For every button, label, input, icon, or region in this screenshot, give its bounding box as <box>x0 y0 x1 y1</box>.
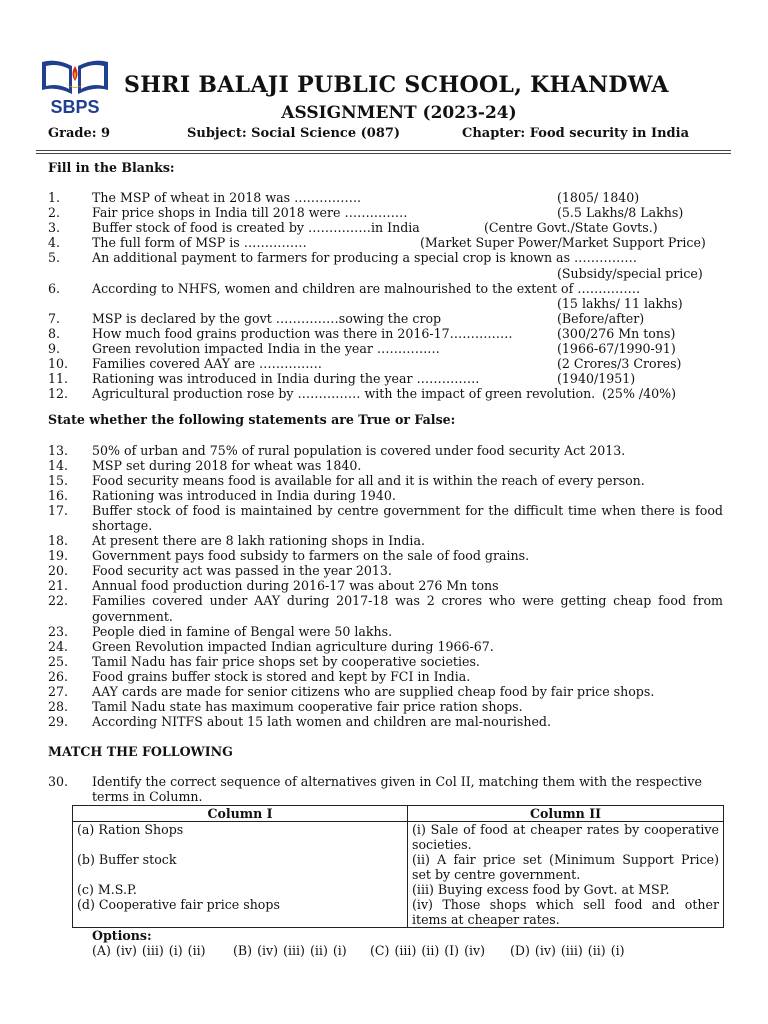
item-number: 16. <box>48 487 69 503</box>
item-text: MSP set during 2018 for wheat was 1840. <box>92 457 362 473</box>
school-name: SHRI BALAJI PUBLIC SCHOOL, KHANDWA <box>124 72 669 98</box>
column-1-item: (b) Buffer stock <box>77 851 177 867</box>
fill-blank-item <box>48 356 723 371</box>
item-answer-choices: (Before/after) <box>557 310 645 326</box>
item-text: AAY cards are made for senior citizens who are supplied cheap food by fair price shops. <box>92 684 655 699</box>
fill-blank-item <box>48 326 723 341</box>
column-1-cell <box>73 821 408 928</box>
item-answer-choices: (1966-67/1990-91) <box>557 341 676 357</box>
true-false-item <box>48 488 723 503</box>
item-text: Green revolution impacted India in the year …………… <box>92 341 440 357</box>
item-number: 9. <box>48 341 61 357</box>
item-text: MSP is declared by the govt ……………sowing the crop <box>92 310 442 326</box>
item-answer-choices: (5.5 Lakhs/8 Lakhs) <box>557 205 684 221</box>
item-number: 20. <box>48 563 69 579</box>
item-text: Food security means food is available for all and it is within the reach of every person. <box>92 472 645 488</box>
true-false-item <box>48 473 723 488</box>
item-answer-choices: (15 lakhs/ 11 lakhs) <box>557 295 683 311</box>
chapter-value: Food security in India <box>529 126 689 141</box>
column-2-item: (i) Sale of food at cheaper rates by cooperative societies. <box>412 821 719 852</box>
match-heading: MATCH THE FOLLOWING <box>48 744 233 760</box>
true-false-list <box>48 443 723 730</box>
item-answer-choices: (2 Crores/3 Crores) <box>557 356 682 372</box>
item-text: Annual food production during 2016-17 was about 276 Mn tons <box>92 578 499 594</box>
item-text: Agricultural production rose by …………… with the impact of green revolution. <box>92 386 596 402</box>
item-answer-choices: (Market Super Power/Market Support Price) <box>420 235 706 251</box>
column-2-header: Column II <box>408 805 724 821</box>
item-text: Food security act was passed in the year 2013. <box>92 563 392 579</box>
question-number: 30. <box>48 774 69 790</box>
true-false-item <box>48 669 723 684</box>
header-divider <box>36 150 731 151</box>
column-1-item: (a) Ration Shops <box>77 821 184 837</box>
grade-label: Grade: 9 <box>48 126 111 141</box>
item-number: 13. <box>48 442 69 458</box>
item-number: 23. <box>48 623 69 639</box>
column-1-item: (d) Cooperative fair price shops <box>77 897 280 913</box>
item-number: 2. <box>48 205 61 221</box>
chapter-label-prefix: Chapter: <box>462 126 526 141</box>
assignment-body <box>48 160 723 959</box>
option-d: (D) (iv) (iii) (ii) (i) <box>510 943 625 959</box>
true-false-item <box>48 639 723 654</box>
item-text: The full form of MSP is …………… <box>92 235 307 251</box>
item-number: 15. <box>48 472 69 488</box>
options-line <box>92 943 723 958</box>
item-answer-choices: (300/276 Mn tons) <box>557 325 676 341</box>
fill-blank-item <box>48 281 723 296</box>
question-text: Identify the correct sequence of alternatives given in Col II, matching them with the respective terms in Column. <box>92 774 702 805</box>
item-number: 3. <box>48 220 61 236</box>
item-number: 21. <box>48 578 69 594</box>
option-a: (A) (iv) (iii) (i) (ii) <box>92 943 206 959</box>
item-number: 7. <box>48 310 61 326</box>
option-b: (B) (iv) (iii) (ii) (i) <box>233 943 347 959</box>
item-text: According NITFS about 15 lath women and children are mal-nourished. <box>92 714 551 730</box>
item-text: 50% of urban and 75% of rural population is covered under food security Act 2013. <box>92 442 626 458</box>
options-label: Options: <box>92 928 152 944</box>
item-answer-choices: (Subsidy/special price) <box>557 265 703 281</box>
item-text: How much food grains production was there in 2016-17…………… <box>92 325 513 341</box>
fill-blanks-heading: Fill in the Blanks: <box>48 160 175 175</box>
column-2-item: (iii) Buying excess food by Govt. at MSP. <box>412 882 670 898</box>
item-number: 14. <box>48 457 69 473</box>
item-text: An additional payment to farmers for producing a special crop is known as …………… <box>92 250 638 266</box>
item-number: 28. <box>48 699 69 715</box>
item-text: Rationing was introduced in India during the year …………… <box>92 371 480 387</box>
header-divider-2 <box>36 153 731 154</box>
column-1-item: (c) M.S.P. <box>77 882 137 898</box>
item-answer-choices: (25% /40%) <box>602 386 677 402</box>
item-text: Food grains buffer stock is stored and kept by FCI in India. <box>92 668 471 684</box>
true-false-item <box>48 578 723 593</box>
fill-blank-item <box>48 205 723 220</box>
true-false-item <box>48 699 723 714</box>
chapter-label <box>462 126 689 141</box>
true-false-item <box>48 443 723 458</box>
item-text: Tamil Nadu has fair price shops set by cooperative societies. <box>92 653 480 669</box>
true-false-item <box>48 624 723 639</box>
true-false-item <box>48 684 723 699</box>
option-c: (C) (iii) (ii) (I) (iv) <box>370 943 486 959</box>
fill-blank-item <box>48 235 723 250</box>
item-text: Rationing was introduced in India during 1940. <box>92 487 396 503</box>
item-answer-choices: (1805/ 1840) <box>557 190 640 206</box>
logo-text: SBPS <box>50 97 100 117</box>
options-block <box>92 928 723 958</box>
true-false-item <box>48 503 723 533</box>
item-number: 12. <box>48 386 69 402</box>
fill-blanks-list <box>48 190 723 401</box>
item-number: 26. <box>48 668 69 684</box>
item-number: 19. <box>48 548 69 564</box>
item-text: The MSP of wheat in 2018 was ……………. <box>92 190 362 206</box>
item-text: Families covered AAY are …………… <box>92 356 323 372</box>
item-text: Families covered under AAY during 2017-18 was 2 crores who were getting cheap food from government. <box>92 593 723 624</box>
item-text: Buffer stock of food is maintained by centre government for the difficult time when there is food shortage. <box>92 502 723 533</box>
item-number: 4. <box>48 235 61 251</box>
item-answer-choices: (Centre Govt./State Govts.) <box>484 220 658 236</box>
true-false-item <box>48 593 723 623</box>
true-false-item <box>48 548 723 563</box>
item-text: Buffer stock of food is created by ……………in India <box>92 220 420 236</box>
item-number: 25. <box>48 653 69 669</box>
match-question <box>48 774 723 804</box>
item-number: 10. <box>48 356 69 372</box>
item-text: Tamil Nadu state has maximum cooperative fair price ration shops. <box>92 699 523 715</box>
item-text: Green Revolution impacted Indian agriculture during 1966-67. <box>92 638 494 654</box>
item-text: People died in famine of Bengal were 50 lakhs. <box>92 623 393 639</box>
column-2-item: (iv) Those shops which sell food and other items at cheaper rates. <box>412 897 719 928</box>
column-2-item: (ii) A fair price set (Minimum Support Price) set by centre government. <box>412 851 719 882</box>
item-number: 6. <box>48 280 61 296</box>
assignment-title: ASSIGNMENT (2023-24) <box>281 103 517 123</box>
item-text: According to NHFS, women and children are malnourished to the extent of …………… <box>92 280 641 296</box>
fill-blank-item <box>48 220 723 235</box>
item-number: 8. <box>48 325 61 341</box>
fill-blank-item <box>48 371 723 386</box>
fill-blank-item <box>48 190 723 205</box>
item-number: 5. <box>48 250 61 266</box>
item-number: 11. <box>48 371 69 387</box>
fill-blank-item <box>48 341 723 356</box>
item-number: 22. <box>48 593 69 609</box>
true-false-item <box>48 563 723 578</box>
true-false-heading: State whether the following statements are True or False: <box>48 412 456 428</box>
item-number: 24. <box>48 638 69 654</box>
item-number: 17. <box>48 502 69 518</box>
column-1-header: Column I <box>73 805 408 821</box>
item-text: Government pays food subsidy to farmers on the sale of food grains. <box>92 548 530 564</box>
match-table <box>72 805 724 929</box>
true-false-item <box>48 654 723 669</box>
true-false-item <box>48 714 723 729</box>
true-false-item <box>48 458 723 473</box>
fill-blank-item <box>48 250 723 265</box>
fill-blank-item <box>48 386 723 401</box>
item-answer-choices: (1940/1951) <box>557 371 636 387</box>
item-number: 1. <box>48 190 61 206</box>
column-2-cell <box>408 821 724 928</box>
item-text: Fair price shops in India till 2018 were …………… <box>92 205 408 221</box>
fill-blank-item <box>48 311 723 326</box>
item-text: At present there are 8 lakh rationing shops in India. <box>92 533 425 549</box>
true-false-item <box>48 533 723 548</box>
item-number: 29. <box>48 714 69 730</box>
item-number: 18. <box>48 533 69 549</box>
subject-label: Subject: Social Science (087) <box>187 126 401 141</box>
item-number: 27. <box>48 684 69 699</box>
